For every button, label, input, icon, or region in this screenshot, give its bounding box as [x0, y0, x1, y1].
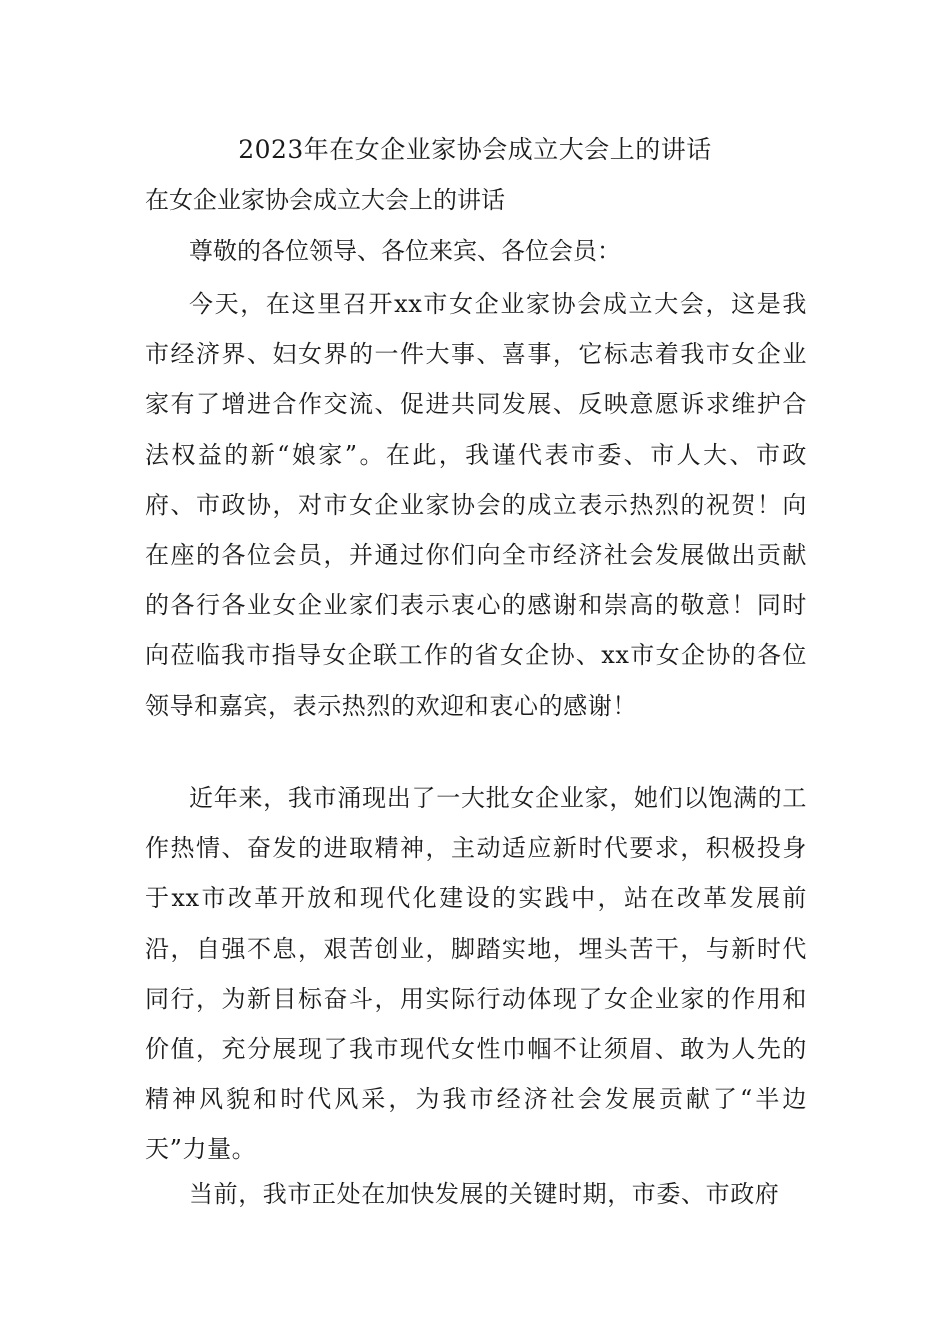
document-title: 2023年在女企业家协会成立大会上的讲话	[238, 135, 712, 164]
greeting-line: 尊敬的各位领导、各位来宾、各位会员：	[189, 237, 621, 265]
paragraph-opening: 今天，在这里召开xx市女企业家协会成立大会，这是我市经济界、妇女界的一件大事、喜事，它标志着我市女企业家有了增进合作交流、促进共同发展、反映意愿诉求维护合法权益的新“娘家”。在此，我谨代表市委、市人大、市政府、市政协，对市女企业家协会的成立表示热烈的祝贺！向在座的各位会员，并通过你们向全市经济社会发展做出贡献的各行各业女企业家们表示衷心的感谢和崇高的敬意！同时向莅临我市指导女企联工作的省女企协、xx市女企协的各位领导和嘉宾，表示热烈的欢迎和衷心的感谢！	[145, 290, 807, 720]
paragraph-current: 当前，我市正处在加快发展的关键时期，市委、市政府	[189, 1180, 780, 1208]
document-subtitle: 在女企业家协会成立大会上的讲话	[145, 186, 505, 214]
paragraph-achievements: 近年来，我市涌现出了一大批女企业家，她们以饱满的工作热情、奋发的进取精神，主动适应新时代要求，积极投身于xx市改革开放和现代化建设的实践中，站在改革发展前沿，自强不息，艰苦创业，脚踏实地，埋头苦干，与新时代同行，为新目标奋斗，用实际行动体现了女企业家的作用和价值，充分展现了我市现代女性巾帼不让须眉、敢为人先的精神风貌和时代风采，为我市经济社会发展贡献了“半边天”力量。	[145, 784, 807, 1164]
